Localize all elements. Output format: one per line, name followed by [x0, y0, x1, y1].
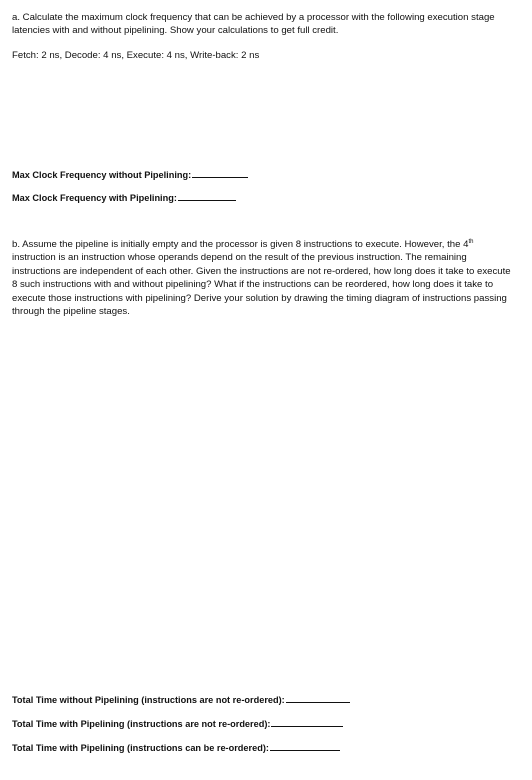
answer-blank-time-no-pipeline[interactable]: [286, 693, 350, 703]
latencies-text: Fetch: 2 ns, Decode: 4 ns, Execute: 4 ns, Write-back: 2 ns: [12, 50, 260, 61]
answer-line-time-pipeline-not-reordered: [12, 717, 343, 731]
part-b-question-start: b. Assume the pipeline is initially empty and the processor is given 8 instructions to execute. However, the 4: [12, 239, 469, 250]
answer-line-freq-pipeline: [12, 191, 236, 205]
answer-blank-freq-pipeline[interactable]: [178, 191, 236, 201]
part-a-question: a. Calculate the maximum clock frequency that can be achieved by a processor with the following execution stage latencies with and without pipelining. Show your calculations to get full credit.: [12, 12, 495, 37]
answer-blank-time-pipeline-reordered[interactable]: [270, 741, 340, 751]
answer-label-freq-pipeline: Max Clock Frequency with Pipelining:: [12, 193, 177, 203]
answer-line-freq-no-pipeline: [12, 168, 248, 182]
answer-label-freq-no-pipeline: Max Clock Frequency without Pipelining:: [12, 170, 192, 180]
answer-label-time-pipeline-not-reordered: Total Time with Pipelining (instructions are not re-ordered):: [12, 719, 271, 729]
answer-line-time-no-pipeline: [12, 693, 350, 707]
superscript-th: th: [468, 238, 474, 245]
answer-blank-freq-no-pipeline[interactable]: [192, 168, 248, 178]
part-b-question-end: instruction is an instruction whose operands depend on the result of the previous instruction. The remaining instructions are independent of each other. Given the instructions are not re-ordered, how long does it take to execute 8 such instructions with and without pipelining? What if the instructions can be reordered, how long does it take to execute those instructions with pipelining? Derive your solution by drawing the timing diagram of instructions passing through the pipeline stages.: [12, 252, 511, 318]
part-b-question: [12, 238, 517, 318]
answer-label-time-no-pipeline: Total Time without Pipelining (instructions are not re-ordered):: [12, 695, 285, 705]
answer-blank-time-pipeline-not-reordered[interactable]: [271, 717, 343, 727]
answer-label-time-pipeline-reordered: Total Time with Pipelining (instructions can be re-ordered):: [12, 743, 269, 753]
answer-line-time-pipeline-reordered: [12, 741, 340, 755]
